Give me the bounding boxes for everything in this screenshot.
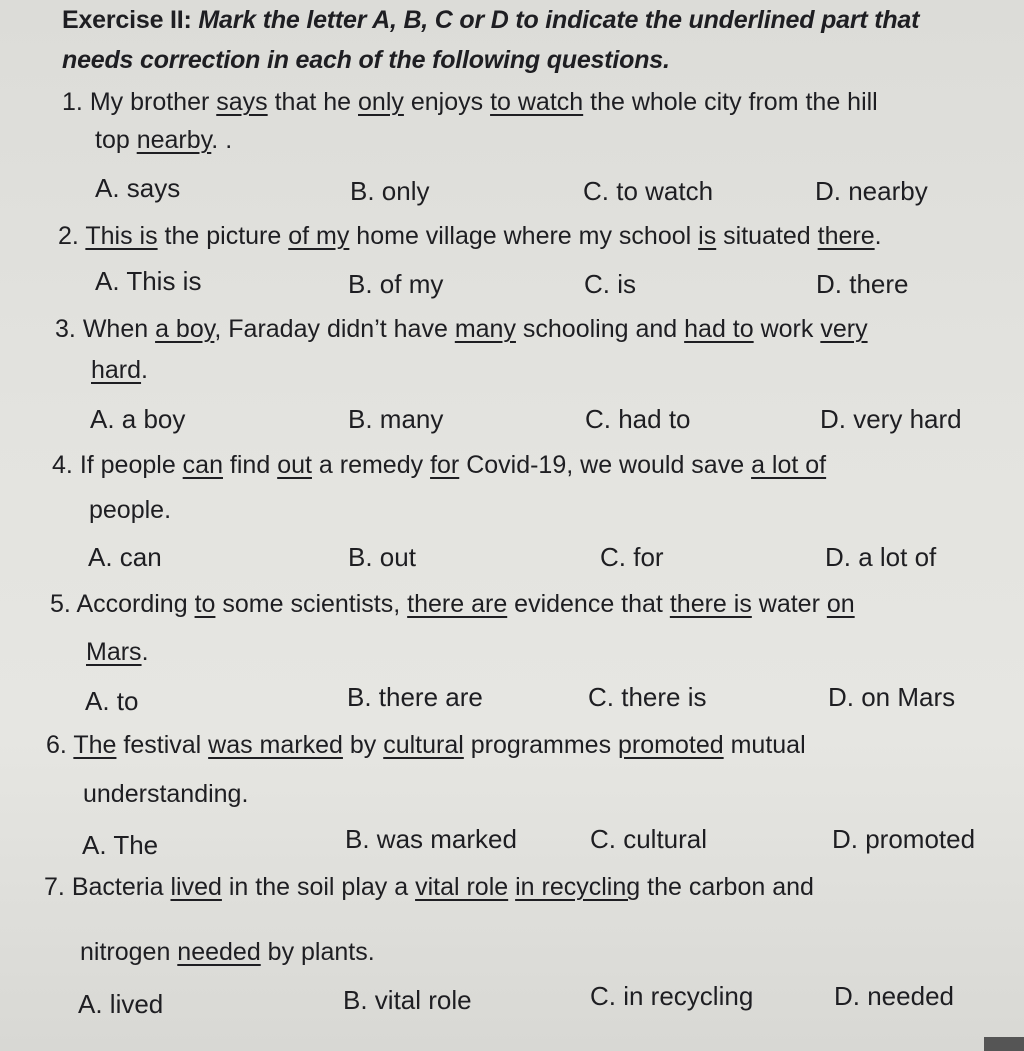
question-text: mutual: [723, 731, 806, 759]
question-5-option-c[interactable]: C. there is: [588, 682, 707, 712]
underlined-part: had to: [684, 315, 754, 343]
underlined-part: there are: [407, 590, 508, 618]
question-1-line2: [95, 126, 232, 155]
question-number: 2.: [58, 222, 79, 250]
question-text: evidence that: [507, 590, 670, 618]
question-text: .: [141, 638, 149, 666]
question-3-line1: [55, 315, 868, 344]
exercise-label: Exercise II:: [62, 6, 192, 34]
underlined-part: says: [216, 88, 268, 116]
underlined-part: to watch: [490, 88, 584, 116]
question-5-line2: [86, 638, 149, 667]
question-text: find: [222, 451, 278, 479]
question-6-line2: [83, 780, 248, 809]
question-text: a remedy: [311, 451, 431, 479]
question-text: enjoys: [403, 88, 491, 116]
question-text: the whole city from the hill: [583, 88, 878, 116]
question-2-option-b[interactable]: B. of my: [348, 269, 444, 299]
question-text: situated: [716, 222, 818, 250]
question-1-line1: [62, 88, 878, 117]
question-6-option-b[interactable]: B. was marked: [345, 824, 517, 854]
question-text: home village where my school: [349, 222, 699, 250]
question-1-option-c[interactable]: C. to watch: [583, 176, 714, 206]
question-text: When: [82, 315, 156, 343]
question-5-option-b[interactable]: B. there are: [347, 682, 483, 712]
question-4-option-b[interactable]: B. out: [348, 542, 416, 572]
question-text: If people: [79, 451, 183, 479]
question-1-option-b[interactable]: B. only: [350, 176, 430, 206]
underlined-part: lived: [170, 873, 222, 901]
question-3-option-d[interactable]: D. very hard: [820, 404, 962, 434]
underlined-part: promoted: [618, 731, 724, 759]
question-number: 7.: [44, 873, 65, 901]
question-text: programmes: [463, 731, 619, 759]
question-text: people.: [89, 496, 172, 524]
question-text: by plants.: [260, 938, 375, 966]
underlined-part: a lot of: [751, 451, 827, 479]
underlined-part: only: [358, 88, 404, 116]
question-6-option-c[interactable]: C. cultural: [590, 824, 708, 854]
question-4-option-c[interactable]: C. for: [600, 542, 664, 572]
underlined-part: This is: [85, 222, 158, 250]
underlined-part: for: [430, 451, 460, 479]
page-corner-shadow: [984, 1037, 1024, 1051]
question-6-option-a[interactable]: A. The: [82, 830, 159, 860]
question-2-option-d[interactable]: D. there: [816, 269, 909, 299]
underlined-part: needed: [177, 938, 261, 966]
question-text: the carbon and: [640, 873, 814, 901]
question-5-option-a[interactable]: A. to: [85, 686, 139, 716]
question-6-option-d[interactable]: D. promoted: [832, 824, 976, 854]
underlined-part: a boy: [155, 315, 215, 343]
question-text: understanding.: [83, 780, 249, 808]
underlined-part: very: [820, 315, 868, 343]
question-2-option-a[interactable]: A. This is: [95, 266, 202, 296]
question-7-option-c[interactable]: C. in recycling: [590, 981, 754, 1011]
underlined-part: cultural: [383, 731, 464, 759]
question-1-option-a[interactable]: A. says: [95, 173, 181, 203]
question-2-option-c[interactable]: C. is: [584, 269, 636, 299]
question-7-line1: [44, 873, 814, 902]
question-7-option-a[interactable]: A. lived: [78, 989, 164, 1019]
question-4-option-d[interactable]: D. a lot of: [825, 542, 937, 572]
question-4-line2: [89, 496, 171, 525]
underlined-part: in recycling: [515, 873, 641, 901]
underlined-part: is: [698, 222, 717, 250]
underlined-part: nearby: [136, 126, 212, 154]
question-text: schooling and: [515, 315, 685, 343]
question-text: According: [76, 590, 195, 618]
underlined-part: on: [826, 590, 855, 618]
question-3-option-a[interactable]: A. a boy: [90, 404, 186, 434]
question-text: My brother: [89, 88, 217, 116]
question-7-line2: [80, 938, 375, 967]
question-number: 5.: [50, 590, 71, 618]
question-text: . .: [211, 126, 233, 154]
question-number: 1.: [62, 88, 83, 116]
question-6-line1: [46, 731, 806, 760]
question-3-option-c[interactable]: C. had to: [585, 404, 691, 434]
underlined-part: out: [277, 451, 312, 479]
exercise-instruction-line2: needs correction in each of the following questions.: [62, 46, 670, 74]
underlined-part: there: [817, 222, 875, 250]
exercise-instruction-line1: Mark the letter A, B, C or D to indicate the underlined part that: [198, 6, 920, 34]
question-text: , Faraday didn’t have: [214, 315, 455, 343]
question-number: 3.: [55, 315, 76, 343]
underlined-part: was marked: [208, 731, 343, 759]
question-4-option-a[interactable]: A. can: [88, 542, 162, 572]
question-text: festival: [116, 731, 209, 759]
question-text: that he: [267, 88, 359, 116]
question-text: nitrogen: [80, 938, 178, 966]
question-1-option-d[interactable]: D. nearby: [815, 176, 928, 206]
question-text: in the soil play a: [221, 873, 416, 901]
question-4-line1: [52, 451, 826, 480]
question-text: top: [95, 126, 137, 154]
underlined-part: vital role: [415, 873, 509, 901]
underlined-part: there is: [669, 590, 752, 618]
question-7-option-b[interactable]: B. vital role: [343, 985, 472, 1015]
question-text: .: [141, 356, 148, 384]
underlined-part: many: [454, 315, 516, 343]
question-5-option-d[interactable]: D. on Mars: [828, 682, 956, 712]
question-3-line2: [91, 356, 148, 385]
question-text: by: [342, 731, 384, 759]
underlined-part: of my: [288, 222, 350, 250]
underlined-part: to: [194, 590, 216, 618]
question-text: water: [751, 590, 827, 618]
question-text: work: [753, 315, 821, 343]
question-text: some scientists,: [215, 590, 408, 618]
underlined-part: can: [182, 451, 223, 479]
question-3-option-b[interactable]: B. many: [348, 404, 444, 434]
question-5-line1: [50, 590, 855, 619]
question-text: .: [874, 222, 882, 250]
question-7-option-d[interactable]: D. needed: [834, 981, 954, 1011]
question-number: 6.: [46, 731, 67, 759]
question-text: Bacteria: [71, 873, 171, 901]
question-text: the picture: [157, 222, 289, 250]
question-text: Covid-19, we would save: [459, 451, 752, 479]
question-2-line1: [58, 222, 882, 251]
underlined-part: The: [73, 731, 117, 759]
exercise-heading: [62, 0, 1012, 80]
underlined-part: hard: [91, 356, 142, 384]
underlined-part: Mars: [86, 638, 142, 666]
question-number: 4.: [52, 451, 73, 479]
